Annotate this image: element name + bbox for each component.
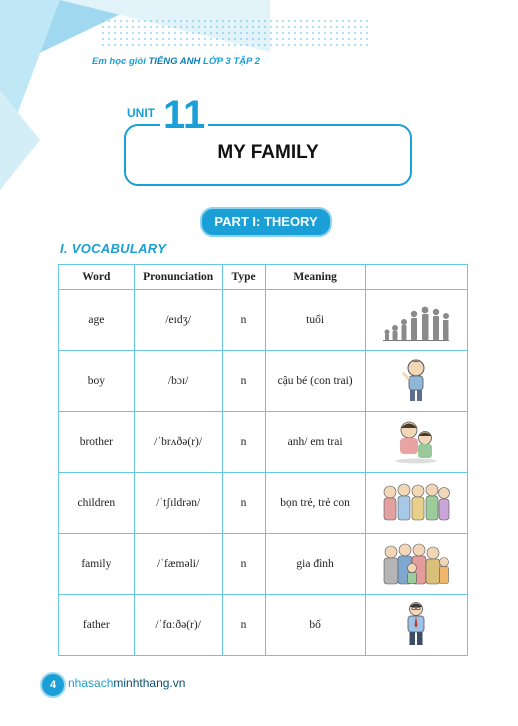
header-picture [365, 265, 467, 290]
cell-meaning: bố [265, 595, 365, 656]
header-word: Word [59, 265, 135, 290]
age-evolution-icon [381, 296, 451, 342]
cell-picture [365, 351, 467, 412]
cell-meaning: gia đình [265, 534, 365, 595]
publisher-website [68, 676, 185, 690]
table-row [59, 473, 468, 534]
side-decoration [0, 90, 40, 190]
section-title: I. VOCABULARY [60, 241, 167, 256]
cell-type: n [222, 595, 265, 656]
header-pronunciation: Pronunciation [134, 265, 222, 290]
vocabulary-table [58, 264, 468, 656]
site-main: minhthang.vn [113, 676, 186, 690]
cell-word: brother [59, 412, 135, 473]
cell-type: n [222, 473, 265, 534]
cell-type: n [222, 351, 265, 412]
part-badge: PART I: THEORY [200, 207, 332, 237]
table-row [59, 290, 468, 351]
cell-pronunciation: /bɔɪ/ [134, 351, 222, 412]
brothers-icon [381, 418, 451, 464]
cell-pronunciation: /ˈfɑːðə(r)/ [134, 595, 222, 656]
cell-word: family [59, 534, 135, 595]
unit-title: MY FAMILY [217, 142, 319, 163]
family-icon [381, 540, 451, 586]
children-icon [381, 479, 451, 525]
cell-meaning: tuổi [265, 290, 365, 351]
table-row [59, 412, 468, 473]
cell-pronunciation: /ˈbrʌðə(r)/ [134, 412, 222, 473]
dot-pattern [100, 18, 370, 48]
cell-type: n [222, 534, 265, 595]
cell-picture [365, 473, 467, 534]
header-type: Type [222, 265, 265, 290]
cell-pronunciation: /ˈtʃɪldrən/ [134, 473, 222, 534]
table-row [59, 595, 468, 656]
unit-label: UNIT [127, 106, 155, 120]
cell-word: age [59, 290, 135, 351]
page-number: 4 [40, 672, 66, 698]
table-row [59, 534, 468, 595]
cell-meaning: bọn trẻ, trẻ con [265, 473, 365, 534]
cell-type: n [222, 412, 265, 473]
cell-meaning: cậu bé (con trai) [265, 351, 365, 412]
cell-picture [365, 534, 467, 595]
unit-number: 11 [160, 94, 208, 136]
father-icon [381, 601, 451, 647]
cell-picture [365, 290, 467, 351]
cell-type: n [222, 290, 265, 351]
cell-picture [365, 412, 467, 473]
cell-word: father [59, 595, 135, 656]
table-header-row [59, 265, 468, 290]
cell-word: children [59, 473, 135, 534]
table-row [59, 351, 468, 412]
cell-meaning: anh/ em trai [265, 412, 365, 473]
header-meaning: Meaning [265, 265, 365, 290]
book-title: Em học giỏi TIẾNG ANH LỚP 3 TẬP 2 [92, 56, 260, 67]
cell-pronunciation: /ˈfæməli/ [134, 534, 222, 595]
boy-icon [381, 357, 451, 403]
cell-picture [365, 595, 467, 656]
site-prefix: nhasach [68, 676, 114, 690]
cell-word: boy [59, 351, 135, 412]
cell-pronunciation: /eɪdʒ/ [134, 290, 222, 351]
